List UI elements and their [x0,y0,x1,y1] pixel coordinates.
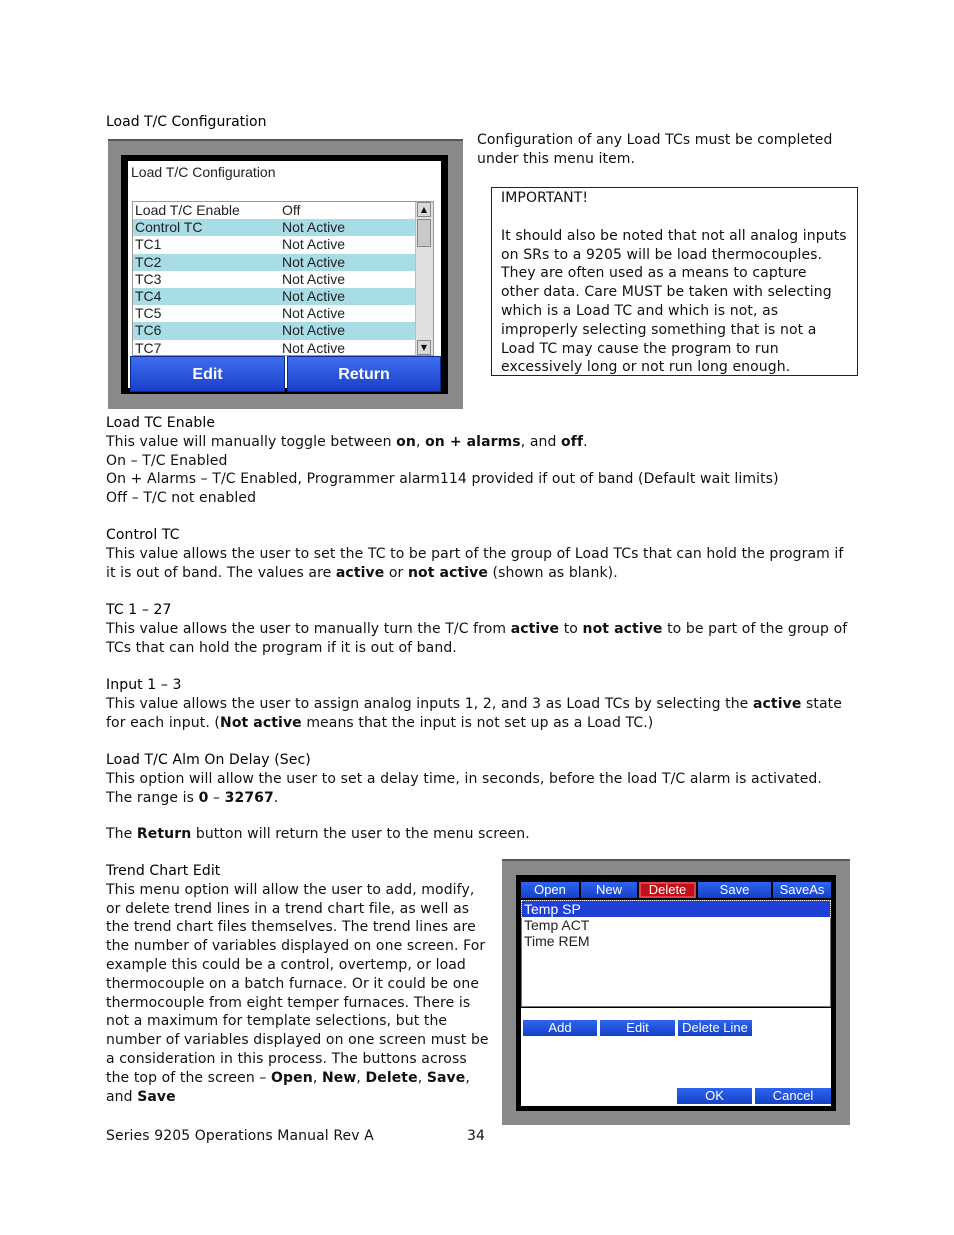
keyword: Delete [365,1069,418,1086]
row-value: Not Active [282,219,346,236]
table-row[interactable] [133,236,423,253]
keyword: Return [136,826,192,842]
keyword: 0 [198,789,209,806]
scroll-up-icon[interactable]: ▲ [417,202,431,217]
text: . [583,433,588,450]
row-name: TC4 [135,287,162,304]
scroll-thumb[interactable] [417,219,431,247]
row-value: Not Active [282,270,346,287]
ok-button[interactable]: OK [677,1088,752,1104]
row-value: Not Active [282,236,346,253]
load-tc-enable-section [106,414,856,508]
keyword: Save [137,1088,176,1105]
row-value: Not Active [282,305,346,322]
keyword: Open [271,1069,313,1086]
table-row[interactable] [133,254,423,271]
scroll-down-icon[interactable]: ▼ [417,340,431,355]
return-button[interactable]: Return [287,356,441,392]
text: , and [106,1069,470,1105]
alm-delay-heading: Load T/C Alm On Delay (Sec) [106,752,311,768]
screen-title: Load T/C Configuration [131,164,276,180]
important-body: It should also be noted that not all analog inputs on SRs to a 9205 will be load thermocouples. They are often used as a means to capture other data. Care MUST be taken with selecting which is a Load TC and which is not, as improperly selecting something that is not a Load TC may cause the program to run excessively long or not run long enough. [501,227,847,376]
text: to [559,620,583,637]
row-value: Off [282,202,301,218]
row-value: Not Active [282,287,346,304]
row-name: TC3 [135,270,162,287]
trend-lines-list[interactable] [521,900,831,1007]
keyword: not active [582,620,663,637]
page-number: 34 [467,1128,486,1144]
row-name: Load T/C Enable [135,202,240,218]
footer-title: Series 9205 Operations Manual Rev A [106,1128,374,1144]
delete-button[interactable]: Delete [639,882,696,898]
save-button[interactable]: Save [698,882,771,898]
enable-line-on: On – T/C Enabled [106,452,228,469]
alm-delay-section [106,751,851,807]
text: , [415,433,426,450]
config-list[interactable] [132,201,434,356]
text: This value will manually toggle between [106,433,397,450]
enable-line-off: Off – T/C not enabled [106,490,257,507]
text: This option will allow the user to set a delay time, in seconds, before the load T/C alarm is activated. The range is [106,770,822,806]
keyword: on + alarms [425,433,521,450]
row-name: Control TC [135,219,203,236]
text: This value allows the user to set the TC to be part of the group of Load TCs that can hold the program if it is out of band. The values are [106,545,844,581]
section-heading: Load T/C Configuration [106,114,267,130]
text: This value allows the user to manually turn the T/C from [106,620,511,637]
delete-line-button[interactable]: Delete Line [678,1020,752,1036]
text: . [273,789,279,806]
new-button[interactable]: New [581,882,637,898]
list-item[interactable]: Time REM [524,933,590,949]
keyword: not active [407,564,488,581]
edit-line-button[interactable]: Edit [600,1020,675,1036]
text: , and [520,433,562,450]
text: means that the input is not set up as a Load TC.) [301,714,654,731]
text: – [208,789,225,806]
text: , [356,1069,366,1086]
row-value: Not Active [282,322,346,339]
text: (shown as blank). [487,564,618,581]
keyword: 32767 [224,789,274,806]
cancel-button[interactable]: Cancel [755,1088,831,1104]
text: state for each input. ( [106,695,842,731]
keyword: Save [426,1069,466,1086]
load-tc-enable-heading: Load TC Enable [106,415,216,431]
trend-section [106,862,490,1106]
saveas-button[interactable]: SaveAs [773,882,831,898]
scrollbar[interactable] [415,202,433,355]
enable-line-alarms: On + Alarms – T/C Enabled, Programmer alarm114 provided if out of band (Default wait limits) [106,471,779,488]
important-box [491,187,858,376]
list-item[interactable]: Temp ACT [524,917,590,933]
important-title: IMPORTANT! [501,190,589,206]
row-name: TC2 [135,253,162,270]
keyword: active [335,564,385,581]
text: , [417,1069,427,1086]
load-tc-config-screenshot [108,139,463,409]
text: The [106,826,137,842]
add-button[interactable]: Add [523,1020,597,1036]
intro-text: Configuration of any Load TCs must be completed under this menu item. [477,132,833,167]
text: or [384,564,408,581]
keyword: active [510,620,560,637]
text: to be part of the group of TCs that can hold the program if it is out of band. [106,620,848,656]
keyword: off [561,433,584,450]
keyword: Not active [220,714,302,731]
table-row[interactable] [133,202,423,219]
text: This menu option will allow the user to add, modify, or delete trend lines in a trend chart file, as well as the trend chart files themselves. The trend lines are the number of variables displayed on one screen. For example this could be a control, overtemp, or load thermocouple on a batch furnace. Or it could be one thermocouple from eight temper furnaces. There is not a maximum for template selections, but the number of variables displayed on one screen must be a consideration in this process. The buttons across the top of the screen – [106,881,489,1086]
return-note [106,825,851,844]
row-name: TC6 [135,322,162,339]
button-area [521,1008,831,1106]
row-value: Not Active [282,339,346,356]
row-name: TC1 [135,236,162,253]
keyword: New [321,1069,357,1086]
row-value: Not Active [282,253,346,270]
tc-1-27-heading: TC 1 – 27 [106,602,172,618]
edit-button[interactable]: Edit [130,356,285,392]
control-tc-section [106,526,851,582]
control-tc-heading: Control TC [106,527,180,543]
row-name: TC5 [135,305,162,322]
table-row[interactable] [133,305,423,322]
tc-1-27-section [106,601,851,657]
input-1-3-heading: Input 1 – 3 [106,677,182,693]
trend-heading: Trend Chart Edit [106,863,221,879]
keyword: on [396,433,416,450]
text: This value allows the user to assign analog inputs 1, 2, and 3 as Load TCs by selecting the [106,695,753,712]
table-row[interactable] [133,340,423,357]
open-button[interactable]: Open [521,882,579,898]
table-row[interactable] [133,271,423,288]
table-row[interactable] [133,288,423,305]
list-item[interactable]: Temp SP [522,901,830,917]
text: , [312,1069,322,1086]
keyword: active [752,695,802,712]
table-row[interactable] [133,219,423,236]
row-name: TC7 [135,339,162,356]
table-row[interactable] [133,322,423,339]
text: button will return the user to the menu screen. [191,826,530,842]
trend-chart-edit-screenshot [502,859,850,1125]
input-1-3-section [106,676,851,732]
